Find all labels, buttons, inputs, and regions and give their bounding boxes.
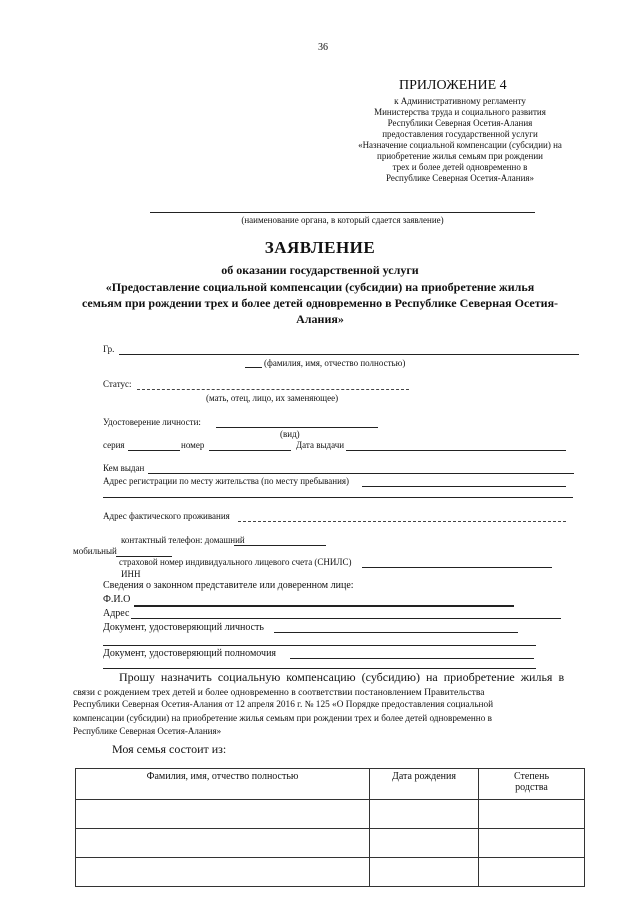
row-relation-cell[interactable] <box>479 858 585 887</box>
snils-field[interactable] <box>362 567 552 568</box>
appendix-line: Министерства труда и социального развития <box>374 107 546 117</box>
appendix-line: приобретение жилья семьям при рождении <box>377 151 543 161</box>
rep-address-label: Адрес <box>103 608 130 619</box>
rep-fio-label: Ф.И.О <box>103 594 131 605</box>
rep-heading: Сведения о законном представителе или доверенном лице: <box>103 580 354 591</box>
row-relation-cell[interactable] <box>479 829 585 858</box>
rep-doc-field[interactable] <box>274 632 518 633</box>
table-header-row <box>76 769 585 800</box>
rep-power-label: Документ, удостоверяющий полномочия <box>103 648 277 659</box>
appendix-line: предоставления государственной услуги <box>382 129 538 139</box>
authority-line[interactable] <box>150 212 535 213</box>
issued-by-label: Кем выдан <box>103 463 145 473</box>
row-birth-cell[interactable] <box>370 800 479 829</box>
id-caption: (вид) <box>280 429 300 439</box>
id-label: Удостоверение личности: <box>103 417 201 427</box>
issued-by-field[interactable] <box>148 473 574 474</box>
fio-caption-line <box>245 367 262 368</box>
reg-address-field[interactable] <box>362 486 566 487</box>
appendix-line: «Назначение социальной компенсации (субсидии) на <box>358 140 562 150</box>
table-row[interactable] <box>76 829 585 858</box>
family-table <box>75 768 585 887</box>
actual-address-field[interactable] <box>238 521 566 522</box>
appendix-line: к Административному регламенту <box>394 96 526 106</box>
rep-doc-label: Документ, удостоверяющий личность <box>103 622 264 633</box>
request-line: компенсации (субсидии) на приобретение жилья семьям при рождении трех и более детей одновременно в <box>73 713 492 723</box>
appendix-line: Республике Северная Осетия-Алания» <box>385 173 535 183</box>
row-fio-cell[interactable] <box>76 829 370 858</box>
inn-label: ИНН <box>121 569 141 579</box>
request-line-1: Прошу назначить социальную компенсацию (субсидию) на приобретение жилья в <box>119 670 565 684</box>
home-phone-field[interactable] <box>234 545 326 546</box>
appendix-line: Республики Северная Осетия-Алания <box>387 118 533 128</box>
authority-caption: (наименование органа, в который сдается заявление) <box>241 215 444 225</box>
rep-fio-field[interactable] <box>134 605 514 607</box>
service-line: семьям при рождении трех и более детей одновременно в Республике Северная Осетия- <box>81 296 559 310</box>
series-field[interactable] <box>128 450 180 451</box>
appendix-line: трех и более детей одновременно в <box>392 162 528 172</box>
number-field[interactable] <box>209 450 291 451</box>
request-line: связи с рождением трех детей и более одновременно в соответствии постановлением Правительства <box>73 687 485 698</box>
row-fio-cell[interactable] <box>76 800 370 829</box>
header-fio <box>76 769 370 800</box>
appendix-block <box>340 96 580 184</box>
status-label: Статус: <box>103 379 132 389</box>
page-number: 36 <box>318 42 328 53</box>
issue-date-field[interactable] <box>346 450 566 451</box>
snils-label: страховой номер индивидуального лицевого счета (СНИЛС) <box>119 557 352 567</box>
number-label: номер <box>181 440 205 450</box>
reg-address-field-2[interactable] <box>103 497 573 498</box>
request-line: Республике Северная Осетия-Алания» <box>73 726 222 736</box>
request-line: Республики Северная Осетия-Алания от 12 апреля 2016 г. № 125 «О Порядке предоставления социальной <box>73 700 494 710</box>
mobile-label: мобильный <box>73 546 117 556</box>
fio-caption: (фамилия, имя, отчество полностью) <box>264 358 406 368</box>
reg-address-label: Адрес регистрации по месту жительства (по месту пребывания) <box>103 476 350 486</box>
header-relation-text: Степень родства <box>513 771 550 793</box>
row-birth-cell[interactable] <box>370 858 479 887</box>
row-relation-cell[interactable] <box>479 800 585 829</box>
gr-label: Гр. <box>103 344 115 354</box>
header-fio-text: Фамилия, имя, отчество полностью <box>146 771 299 782</box>
rep-address-field[interactable] <box>131 618 561 619</box>
issue-date-label: Дата выдачи <box>296 440 345 450</box>
service-name <box>20 279 620 327</box>
id-type-field[interactable] <box>216 427 378 428</box>
series-label: серия <box>103 440 125 450</box>
document-subtitle: об оказании государственной услуги <box>221 263 419 277</box>
row-birth-cell[interactable] <box>370 829 479 858</box>
rep-doc-field-2[interactable] <box>103 645 536 646</box>
header-birth <box>370 769 479 800</box>
family-intro: Моя семья состоит из: <box>112 742 227 756</box>
header-relation <box>479 769 585 800</box>
service-line: Алания» <box>296 312 344 326</box>
status-field[interactable] <box>137 389 409 390</box>
row-fio-cell[interactable] <box>76 858 370 887</box>
table-row[interactable] <box>76 858 585 887</box>
fio-field[interactable] <box>119 354 579 355</box>
header-birth-text: Дата рождения <box>392 771 456 782</box>
home-phone-label: контактный телефон: домашний <box>121 535 245 545</box>
appendix-title: ПРИЛОЖЕНИЕ 4 <box>399 78 507 93</box>
service-line: «Предоставление социальной компенсации (субсидии) на приобретение жилья <box>105 280 535 294</box>
rep-power-field[interactable] <box>290 658 534 659</box>
document-title: ЗАЯВЛЕНИЕ <box>264 238 376 257</box>
rep-power-field-2[interactable] <box>103 668 536 669</box>
status-caption: (мать, отец, лицо, их заменяющее) <box>206 393 339 403</box>
table-row[interactable] <box>76 800 585 829</box>
actual-address-label: Адрес фактического проживания <box>103 511 230 521</box>
